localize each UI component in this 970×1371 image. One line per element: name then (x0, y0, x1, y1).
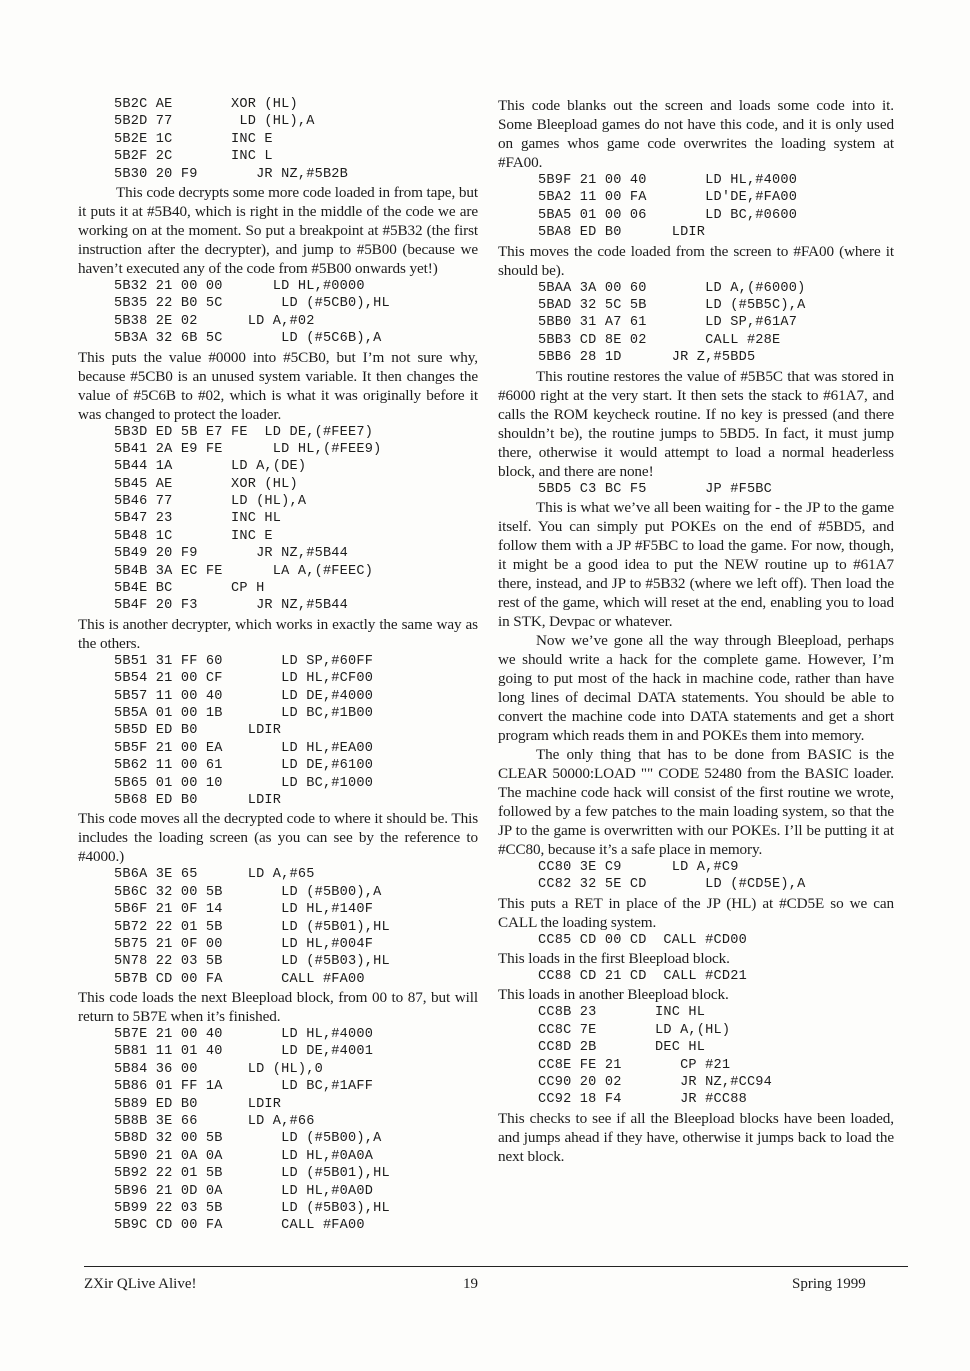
code-line: 5B47 23 INC HL (114, 511, 282, 527)
left-column (78, 96, 478, 1235)
code-line: 5BB6 28 1D JR Z,#5BD5 (538, 350, 756, 366)
right-column (498, 96, 894, 1166)
code-line: 5B3D ED 5B E7 FE LD DE,(#FEE7) (114, 424, 374, 440)
code-line: 5B7B CD 00 FA CALL #FA00 (114, 971, 365, 987)
code-line: CC8C 7E LD A,(HL) (538, 1022, 731, 1038)
body-paragraph: This code loads the next Bleepload block, from 00 to 87, but will return to 5B7E when it’s finished. (78, 989, 478, 1026)
code-line: 5B9C CD 00 FA CALL #FA00 (114, 1218, 365, 1234)
code-line: CC85 CD 00 CD CALL #CD00 (538, 932, 747, 948)
code-line: 5BA8 ED B0 LDIR (538, 225, 706, 241)
code-line: 5B89 ED B0 LDIR (114, 1096, 282, 1112)
code-line: 5B45 AE XOR (HL) (114, 476, 298, 492)
code-line: 5B68 ED B0 LDIR (114, 792, 282, 808)
body-paragraph: This is another decrypter, which works in exactly the same way as the others. (78, 615, 478, 652)
code-line: CC88 CD 21 CD CALL #CD21 (538, 969, 747, 985)
body-paragraph: This code moves all the decrypted code to where it should be. This includes the loading screen (as you can see by the reference to #4000.) (78, 810, 478, 866)
code-listing (78, 424, 478, 615)
footer-issue-date: Spring 1999 (792, 1276, 866, 1292)
code-line: 5B5D ED B0 LDIR (114, 723, 282, 739)
code-listing (498, 481, 894, 498)
code-line: 5B2C AE XOR (HL) (114, 97, 298, 112)
code-listing (498, 859, 894, 894)
code-line: CC8D 2B DEC HL (538, 1040, 706, 1056)
body-paragraph: The only thing that has to be done from BASIC is the CLEAR 50000:LOAD "" CODE 52480 from the BASIC loader. The machine code hack will consist of the first routine we wrote, followed by a few patches to the main loading system, so that the JP to the game is overwritten with our POKEs. I’ll be putting it at #CC80, because it’s a safe place in memory. (498, 745, 894, 858)
code-line: 5B48 1C INC E (114, 528, 273, 544)
body-paragraph: This moves the code loaded from the screen to #FA00 (where it should be). (498, 242, 894, 279)
code-line: 5B3A 32 6B 5C LD (#5C6B),A (114, 331, 382, 347)
body-paragraph: Now we’ve gone all the way through Bleepload, perhaps we should write a hack for the complete game. However, I’m going to put most of the hack in machine code, rather than have long lines of decimal DATA statements. You should be able to convert the machine code into DATA statements and get a short program which reads them in and POKEs them into memory. (498, 631, 894, 744)
code-line: CC80 3E C9 LD A,#C9 (538, 859, 739, 875)
code-line: 5B62 11 00 61 LD DE,#6100 (114, 758, 374, 774)
body-paragraph: This routine restores the value of #5B5C that was stored in #6000 right at the very start. It then sets the stack to #61A7, and calls the ROM keycheck routine. If no key is pressed (and there shouldn’t be), the routine jumps to 5BD5. In fact, it must jump there, otherwise it would attempt to load a normal headerless block, and there are none! (498, 367, 894, 480)
code-listing (78, 96, 478, 183)
code-line: 5B99 22 03 5B LD (#5B03),HL (114, 1200, 390, 1216)
code-line: 5B57 11 00 40 LD DE,#4000 (114, 688, 374, 704)
code-line: 5BD5 C3 BC F5 JP #F5BC (538, 481, 773, 497)
code-line: 5BA5 01 00 06 LD BC,#0600 (538, 207, 798, 223)
code-line: 5B5A 01 00 1B LD BC,#1B00 (114, 705, 374, 721)
code-line: CC92 18 F4 JR #CC88 (538, 1092, 747, 1108)
code-line: 5B32 21 00 00 LD HL,#0000 (114, 278, 365, 294)
code-line: 5BA2 11 00 FA LD'DE,#FA00 (538, 190, 798, 206)
code-line: 5B38 2E 02 LD A,#02 (114, 313, 315, 329)
code-line: 5B8D 32 00 5B LD (#5B00),A (114, 1131, 382, 1147)
code-line: 5B84 36 00 LD (HL),0 (114, 1061, 323, 1077)
code-line: 5B92 22 01 5B LD (#5B01),HL (114, 1166, 390, 1182)
code-line: 5B44 1A LD A,(DE) (114, 459, 307, 475)
code-listing (498, 968, 894, 985)
body-paragraph: This loads in another Bleepload block. (498, 986, 729, 1004)
code-line: 5B6C 32 00 5B LD (#5B00),A (114, 884, 382, 900)
code-line: CC90 20 02 JR NZ,#CC94 (538, 1075, 773, 1091)
code-line: 5B81 11 01 40 LD DE,#4001 (114, 1044, 374, 1060)
code-line: 5B72 22 01 5B LD (#5B01),HL (114, 919, 390, 935)
code-line: 5B8B 3E 66 LD A,#66 (114, 1114, 315, 1130)
code-line: 5B2F 2C INC L (114, 149, 273, 165)
body-paragraph: This code blanks out the screen and loads some code into it. Some Bleepload games do not have this code, and it is only used on games whos game code overwrites the loading system at #FA00. (498, 97, 894, 171)
body-paragraph: This puts a RET in place of the JP (HL) at #CD5E so we can CALL the loading system. (498, 894, 894, 931)
code-line: CC8E FE 21 CP #21 (538, 1057, 731, 1073)
code-line: 5B75 21 0F 00 LD HL,#004F (114, 936, 374, 952)
code-line: CC8B 23 INC HL (538, 1005, 706, 1021)
code-line: 5B35 22 B0 5C LD (#5CB0),HL (114, 296, 390, 312)
code-line: 5B51 31 FF 60 LD SP,#60FF (114, 653, 374, 669)
code-line: 5B41 2A E9 FE LD HL,(#FEE9) (114, 441, 382, 457)
code-listing (498, 280, 894, 367)
code-listing (78, 653, 478, 810)
body-paragraph: This puts the value #0000 into #5CB0, but I’m not sure why, because #5CB0 is an unused system variable. It then changes the value of #5C6B to #02, which is what it was originally before it was changed to protect the loader. (78, 348, 478, 423)
footer-page-number: 19 (463, 1276, 478, 1292)
code-line: 5BAD 32 5C 5B LD (#5B5C),A (538, 297, 806, 313)
code-line: 5B30 20 F9 JR NZ,#5B2B (114, 166, 349, 182)
code-line: 5B90 21 0A 0A LD HL,#0A0A (114, 1148, 374, 1164)
body-paragraph: This is what we’ve all been waiting for - the JP to the game itself. You can simply put POKEs on the end of #5BD5, and follow them with a JP #F5BC to load the game. For now, though, it might be a good idea to put the NEW routine up to #61A7 there, instead, and JP to #5B32 (where we left off). Then load the rest of the game, which will reset at the end, enabling you to load in STK, Devpac or whatever. (498, 498, 894, 630)
code-line: 5B9F 21 00 40 LD HL,#4000 (538, 173, 798, 188)
code-line: 5BAA 3A 00 60 LD A,(#6000) (538, 280, 806, 296)
code-listing (498, 932, 894, 949)
code-line: 5B96 21 0D 0A LD HL,#0A0D (114, 1183, 374, 1199)
code-line: 5B2E 1C INC E (114, 131, 273, 147)
code-listing (498, 1004, 894, 1108)
code-line: 5B4E BC CP H (114, 581, 265, 597)
footer-rule (84, 1266, 908, 1267)
code-listing (78, 866, 478, 988)
code-listing (78, 1026, 478, 1235)
body-paragraph: This code decrypts some more code loaded in from tape, but it puts it at #5B40, which is right in the middle of the code we are working on at the moment. So put a breakpoint at #5B32 (the first instruction after the decrypter), and jump to #5B00 (because we haven’t executed any of the code from #5B00 onwards yet!) (78, 183, 478, 277)
code-line: 5B86 01 FF 1A LD BC,#1AFF (114, 1079, 374, 1095)
code-line: 5B6A 3E 65 LD A,#65 (114, 867, 315, 883)
code-listing (78, 278, 478, 348)
code-line: 5B6F 21 0F 14 LD HL,#140F (114, 902, 374, 918)
code-line: 5N78 22 03 5B LD (#5B03),HL (114, 954, 390, 970)
code-line: 5BB3 CD 8E 02 CALL #28E (538, 332, 781, 348)
code-listing (498, 172, 894, 242)
body-paragraph: This loads in the first Bleepload block. (498, 950, 730, 968)
code-line: 5B7E 21 00 40 LD HL,#4000 (114, 1027, 374, 1043)
code-line: 5B49 20 F9 JR NZ,#5B44 (114, 546, 349, 562)
code-line: 5B65 01 00 10 LD BC,#1000 (114, 775, 374, 791)
code-line: 5BB0 31 A7 61 LD SP,#61A7 (538, 315, 798, 331)
code-line: CC82 32 5E CD LD (#CD5E),A (538, 877, 806, 893)
code-line: 5B2D 77 LD (HL),A (114, 114, 315, 130)
body-paragraph: This checks to see if all the Bleepload blocks have been loaded, and jumps ahead if they have, otherwise it jumps back to load the next block. (498, 1109, 894, 1165)
code-line: 5B46 77 LD (HL),A (114, 494, 307, 510)
code-line: 5B54 21 00 CF LD HL,#CF00 (114, 671, 374, 687)
code-line: 5B4F 20 F3 JR NZ,#5B44 (114, 598, 349, 614)
code-line: 5B5F 21 00 EA LD HL,#EA00 (114, 740, 374, 756)
code-line: 5B4B 3A EC FE LA A,(#FEEC) (114, 563, 374, 579)
footer-magazine-title: ZXir QLive Alive! (84, 1276, 197, 1292)
